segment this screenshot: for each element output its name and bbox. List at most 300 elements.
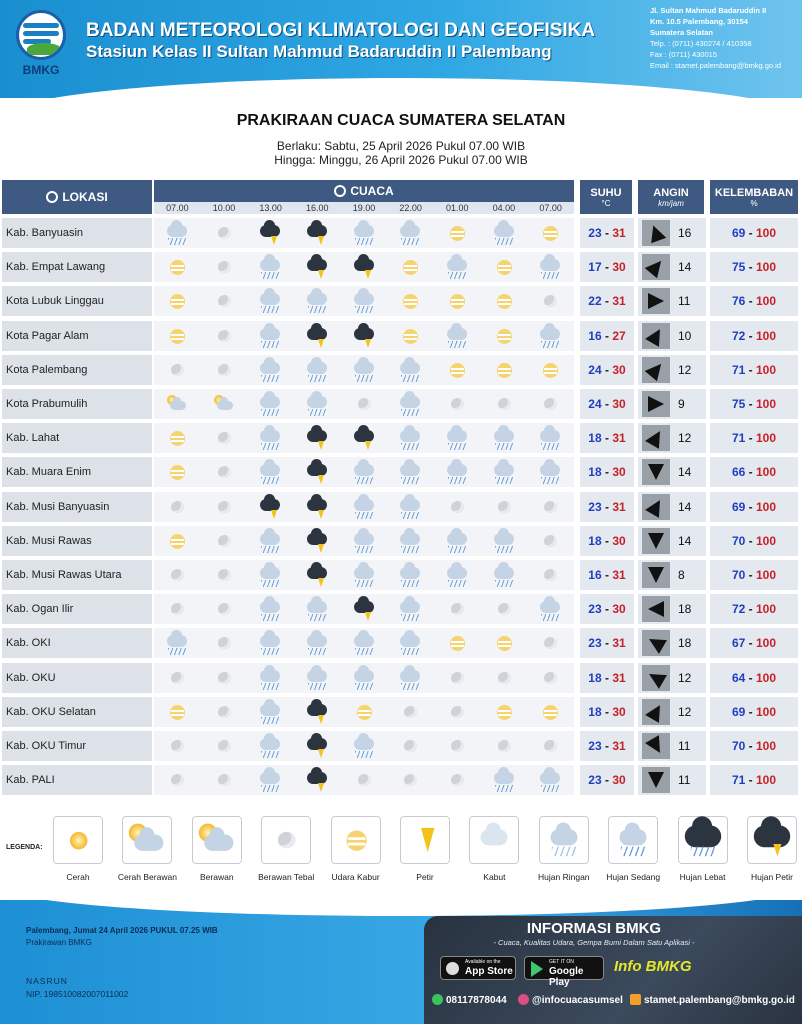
thunderstorm-icon [247,492,294,522]
haze-icon [154,697,201,727]
station-address [650,5,800,71]
humidity-min: 71 [731,362,746,377]
col-angin-unit: km/jam [658,198,684,208]
temp-min: 23 [588,636,602,651]
temp-max: 30 [612,465,626,480]
instagram-icon [518,994,529,1005]
wind [638,389,706,419]
wind [638,628,706,658]
thick-cloud-icon [481,389,528,419]
moderate-rain-icon [247,731,294,761]
temperature: 24 - 30 [580,355,634,385]
legend [0,812,802,882]
weather-cells [154,218,574,248]
table-row [2,457,798,487]
moderate-rain-icon [387,389,434,419]
wind [638,526,706,556]
haze-icon [434,355,481,385]
thick-cloud-icon [154,492,201,522]
temp-min: 18 [588,704,602,719]
table-row [2,663,798,693]
moderate-rain-icon [341,218,388,248]
temp-max: 30 [612,260,626,275]
app-store-label: App Store [465,966,513,977]
wind-arrow-icon [642,767,670,793]
header-wave [0,78,802,98]
humidity-min: 75 [731,260,746,275]
weather-cells [154,663,574,693]
info-title: INFORMASI BMKG [526,920,662,937]
wind [638,218,706,248]
temp-max: 31 [612,739,626,753]
wind-arrow-icon [642,596,670,622]
humidity: 69 - 100 [710,218,798,248]
legend-item-label: Berawan [200,872,234,882]
cloudy-icon [154,389,201,419]
wind-arrow-icon [642,357,670,383]
thunderstorm-icon [294,526,341,556]
location-name: Kab. OKU Timur [2,731,152,761]
humidity-max: 100 [756,397,777,411]
apple-icon [446,962,459,975]
haze-icon [527,218,574,248]
moderate-rain-icon [387,560,434,590]
phone-line: Telp. : (0711) 430274 / 410358 [650,39,752,48]
wind [638,560,706,590]
table-row [2,218,798,248]
col-lokasi-label: LOKASI [62,190,108,204]
moderate-rain-icon [247,765,294,795]
temperature: 23 - 30 [580,594,634,624]
location-name: Kab. Musi Rawas [2,526,152,556]
thick-cloud-icon [527,492,574,522]
cloudy-icon [201,389,248,419]
wind-speed: 9 [678,397,685,411]
moderate-rain-icon [247,355,294,385]
temperature: 16 - 27 [580,321,634,351]
wind-arrow-icon [642,425,670,451]
email-line: Email : stamet.palembang@bmkg.go.id [650,61,782,70]
haze-icon [154,252,201,282]
time-label: 01.00 [446,203,469,213]
thick-cloud-icon [527,628,574,658]
weather-cells [154,594,574,624]
temp-min: 18 [588,533,602,548]
moderate-rain-icon [341,286,388,316]
legend-item-label: Berawan Tebal [258,872,315,882]
wind [638,321,706,351]
table-row [2,389,798,419]
thick-cloud-icon [434,731,481,761]
humidity-min: 71 [731,773,746,788]
location-name: Kab. OKI [2,628,152,658]
temp-min: 23 [588,773,602,788]
moderate-rain-icon [294,286,341,316]
wind [638,594,706,624]
legend-label: LEGENDA: [6,844,43,851]
time-label: 22.00 [399,203,422,213]
temp-max: 31 [612,294,626,309]
thick-cloud-icon [434,389,481,419]
time-label: 13.00 [259,203,282,213]
temp-min: 23 [588,739,602,753]
valid-to: Hingga: Minggu, 26 April 2026 Pukul 07.00 WIB [274,153,528,167]
location-name: Kota Prabumulih [2,389,152,419]
issued-line: Palembang, Jumat 24 April 2026 PUKUL 07.25 WIB [26,926,218,935]
thick-cloud-icon [201,731,248,761]
wind-arrow-icon [642,494,670,520]
moderate-rain-icon [387,457,434,487]
thick-cloud-icon [434,765,481,795]
thunderstorm-icon [341,423,388,453]
thick-cloud-icon [201,560,248,590]
info-subtitle: - Cuaca, Kualitas Udara, Gempa Bumi Dalam Satu Aplikasi - [493,938,695,947]
mail-icon [630,994,641,1005]
moderate-rain-icon [434,423,481,453]
thunderstorm-icon [294,423,341,453]
legend-item-label: Hujan Lebat [679,872,726,882]
location-name: Kab. Empat Lawang [2,252,152,282]
thick-cloud-icon [201,355,248,385]
cloudy-icon [192,816,242,864]
legend-item-label: Cerah Berawan [117,872,177,882]
thick-cloud-icon [201,252,248,282]
wind-arrow-icon [642,254,670,280]
thick-cloud-icon [201,457,248,487]
app-store-small: Available on the [465,959,501,965]
temp-max: 31 [612,431,626,446]
humidity: 70 - 100 [710,526,798,556]
wind-speed: 12 [678,362,692,377]
moderate-rain-icon [434,321,481,351]
bmkg-logo [12,8,70,78]
valid-from: Berlaku: Sabtu, 25 April 2026 Pukul 07.00 WIB [276,139,526,153]
moderate-rain-icon [527,321,574,351]
humidity-min: 70 [731,568,746,582]
time-label: 04.00 [492,203,516,213]
moderate-rain-icon [247,252,294,282]
wind-arrow-icon [642,220,670,246]
wind-speed: 14 [678,533,692,548]
table-row [2,492,798,522]
thunderstorm-icon [294,321,341,351]
thick-cloud-icon [527,389,574,419]
weather-cells [154,457,574,487]
table-row [2,286,798,316]
wind [638,457,706,487]
table-row [2,560,798,590]
thick-cloud-icon [481,663,528,693]
moderate-rain-icon [247,560,294,590]
whatsapp-icon [432,994,443,1005]
moderate-rain-icon [387,526,434,556]
wind-speed: 8 [678,568,685,582]
weather-cells [154,389,574,419]
humidity-max: 100 [756,602,777,617]
thick-cloud-icon [201,697,248,727]
humidity-max: 100 [756,568,777,582]
humidity-min: 76 [731,294,746,309]
humidity: 76 - 100 [710,286,798,316]
humidity: 66 - 100 [710,457,798,487]
play-icon [531,961,543,977]
haze-icon [387,252,434,282]
humidity-max: 100 [756,260,777,275]
moderate-rain-icon [481,560,528,590]
moderate-rain-icon [247,321,294,351]
lightning-icon [400,816,450,864]
humidity: 69 - 100 [710,492,798,522]
temp-min: 22 [588,294,602,309]
temp-max: 30 [612,533,626,548]
google-play-button[interactable] [524,956,604,988]
thunderstorm-icon [747,816,797,864]
wind-arrow-icon [642,323,670,349]
humidity-max: 100 [756,362,777,377]
temp-max: 30 [612,602,626,617]
temp-min: 23 [588,602,602,617]
thick-cloud-icon [527,526,574,556]
google-play-label: Google Play [549,966,584,988]
legend-item-label: Hujan Sedang [606,872,661,882]
moderate-rain-icon [387,594,434,624]
temp-max: 31 [612,636,626,651]
thunderstorm-icon [294,697,341,727]
temperature: 16 - 31 [580,560,634,590]
col-angin-label: ANGIN [653,186,689,199]
page-title: PRAKIRAAN CUACA SUMATERA SELATAN [236,112,566,129]
moderate-rain-icon [481,457,528,487]
heavy-rain-icon [678,816,728,864]
table-row [2,731,798,761]
address-line: Sumatera Selatan [650,28,713,37]
thick-cloud-icon [434,492,481,522]
table-row [2,252,798,282]
haze-icon [331,816,381,864]
location-name: Kab. Musi Rawas Utara [2,560,152,590]
haze-icon [154,526,201,556]
moderate-rain-icon [341,355,388,385]
col-angin [638,180,704,214]
thunderstorm-icon [294,218,341,248]
moderate-rain-icon [527,594,574,624]
weather-cells [154,765,574,795]
fax-line: Fax : (0711) 430015 [650,50,717,59]
station-name: Stasiun Kelas II Sultan Mahmud Badaruddin II Palembang [86,42,552,61]
moderate-rain-icon [434,457,481,487]
thick-cloud-icon [261,816,311,864]
legend-item-label: Kabut [483,872,506,882]
email-contact[interactable] [630,994,795,1006]
wind-speed: 11 [678,294,691,309]
moderate-rain-icon [247,663,294,693]
col-cuaca-label: CUACA [350,184,394,198]
col-kelembaban-label: KELEMBABAN [714,186,794,199]
wind-speed: 12 [678,704,692,719]
moderate-rain-icon [294,389,341,419]
weather-icon [334,185,346,197]
moderate-rain-icon [481,218,528,248]
humidity-max: 100 [756,465,777,480]
thunderstorm-icon [294,765,341,795]
table-row [2,697,798,727]
instagram-contact[interactable] [518,994,623,1006]
humidity: 75 - 100 [710,252,798,282]
humidity-min: 75 [731,397,746,411]
wind-arrow-icon [642,391,670,417]
thunderstorm-icon [294,457,341,487]
wind [638,697,706,727]
wind-arrow-icon [642,699,670,725]
location-name: Kab. OKU [2,663,152,693]
thunderstorm-icon [247,218,294,248]
haze-icon [481,286,528,316]
moderate-rain-icon [247,594,294,624]
thick-cloud-icon [201,286,248,316]
moderate-rain-icon [247,389,294,419]
wind-speed: 10 [678,328,692,343]
humidity-max: 100 [756,670,777,685]
moderate-rain-icon [434,560,481,590]
moderate-rain-icon [481,526,528,556]
haze-icon [434,286,481,316]
wind-speed: 12 [678,431,692,446]
humidity: 71 - 100 [710,355,798,385]
thick-cloud-icon [154,355,201,385]
table-row [2,423,798,453]
moderate-rain-icon [387,218,434,248]
thick-cloud-icon [154,765,201,795]
moderate-rain-icon [154,218,201,248]
table-row [2,594,798,624]
location-name: Kota Pagar Alam [2,321,152,351]
haze-icon [434,628,481,658]
temp-min: 24 [588,362,602,377]
moderate-rain-icon [387,355,434,385]
legend-item-label: Hujan Petir [750,872,794,882]
humidity: 71 - 100 [710,423,798,453]
thick-cloud-icon [527,286,574,316]
thick-cloud-icon [387,731,434,761]
haze-icon [481,355,528,385]
temp-max: 30 [612,704,626,719]
legend-item-label: Cerah [66,872,90,882]
whatsapp-contact[interactable] [432,994,507,1006]
humidity-max: 100 [756,533,777,548]
location-name: Kab. Banyuasin [2,218,152,248]
wind [638,663,706,693]
weather-cells [154,355,574,385]
location-name: Kab. Lahat [2,423,152,453]
temp-max: 30 [612,397,626,411]
moderate-rain-icon [387,663,434,693]
wind-speed: 11 [678,773,691,788]
moderate-rain-icon [294,355,341,385]
humidity: 69 - 100 [710,697,798,727]
time-label: 10.00 [212,203,236,213]
humidity-max: 100 [756,328,777,343]
moderate-rain-icon [294,663,341,693]
temp-min: 17 [588,260,602,275]
fog-icon [469,816,519,864]
humidity-max: 100 [756,226,777,240]
haze-icon [481,252,528,282]
moderate-rain-icon [294,594,341,624]
wind [638,423,706,453]
temp-min: 18 [588,431,602,446]
temperature: 18 - 30 [580,697,634,727]
moderate-rain-icon [341,731,388,761]
app-store-button[interactable] [440,956,516,980]
moderate-rain-icon [341,492,388,522]
wind [638,731,706,761]
moderate-rain-icon [247,286,294,316]
humidity: 71 - 100 [710,765,798,795]
email-address: stamet.palembang@bmkg.go.id [644,995,795,1006]
sun-cloud-icon [122,816,172,864]
thick-cloud-icon [481,594,528,624]
temp-max: 31 [612,226,626,240]
temperature: 24 - 30 [580,389,634,419]
haze-icon [154,321,201,351]
location-name: Kab. Musi Banyuasin [2,492,152,522]
thick-cloud-icon [201,423,248,453]
haze-icon [481,697,528,727]
thick-cloud-icon [387,697,434,727]
temp-max: 30 [612,773,626,788]
wind-arrow-icon [642,528,670,554]
validity [0,139,802,167]
haze-icon [434,218,481,248]
moderate-rain-icon [247,526,294,556]
weather-cells [154,731,574,761]
moderate-rain-icon [341,663,388,693]
haze-icon [154,423,201,453]
instagram-handle: @infocuacasumsel [532,995,623,1006]
location-name: Kab. Ogan Ilir [2,594,152,624]
wind [638,355,706,385]
temperature: 18 - 30 [580,457,634,487]
thick-cloud-icon [341,389,388,419]
moderate-rain-icon [387,492,434,522]
thunderstorm-icon [294,560,341,590]
thick-cloud-icon [434,594,481,624]
haze-icon [387,286,434,316]
humidity-max: 100 [756,636,777,651]
wind-speed: 18 [678,636,692,651]
temp-max: 31 [612,499,626,514]
app-name: Info BMKG [614,958,692,975]
temperature: 18 - 31 [580,423,634,453]
forecaster-nip: NIP. 198510082007011002 [26,989,129,999]
humidity-max: 100 [756,773,777,788]
temp-max: 31 [612,568,626,582]
table-row [2,765,798,795]
weather-cells [154,628,574,658]
haze-icon [527,355,574,385]
humidity: 72 - 100 [710,321,798,351]
thick-cloud-icon [201,218,248,248]
haze-icon [387,321,434,351]
temp-max: 30 [612,362,626,377]
thick-cloud-icon [527,663,574,693]
address-line: Jl. Sultan Mahmud Badaruddin II [650,6,767,15]
humidity: 67 - 100 [710,628,798,658]
sun-icon [53,816,103,864]
thick-cloud-icon [201,492,248,522]
whatsapp-number: 08117878044 [446,995,507,1006]
thick-cloud-icon [201,663,248,693]
